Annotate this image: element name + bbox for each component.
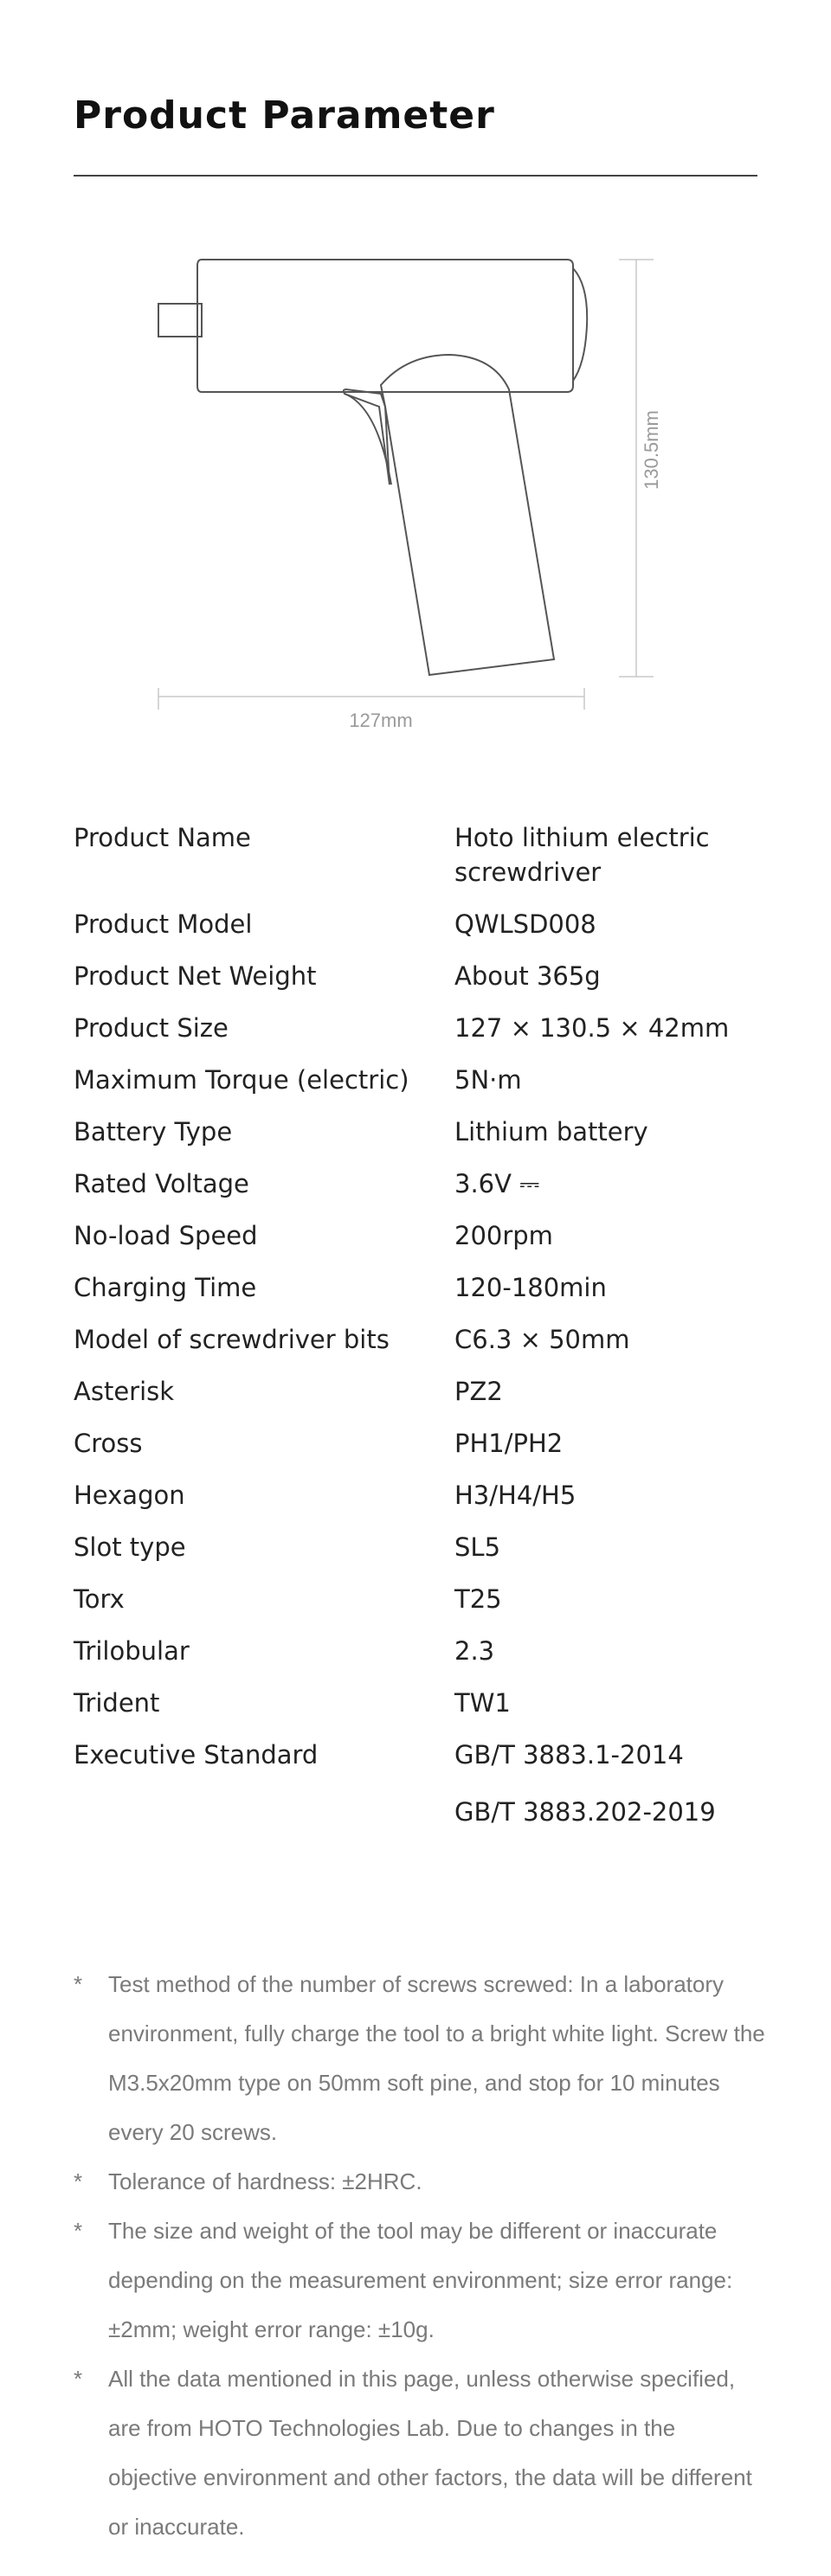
spec-row <box>74 1166 766 1201</box>
spec-label: Slot type <box>74 1532 186 1562</box>
spec-row <box>74 907 766 941</box>
spec-value-line: QWLSD008 <box>454 909 596 939</box>
spec-label: No-load Speed <box>74 1221 258 1250</box>
spec-value <box>454 1322 749 1357</box>
spec-value-line: PH1/PH2 <box>454 1429 564 1458</box>
spec-row <box>74 820 766 890</box>
spec-value-line: SL5 <box>454 1532 501 1562</box>
spec-label: Battery Type <box>74 1117 233 1147</box>
spec-label: Cross <box>74 1429 143 1458</box>
screwdriver-drawing <box>0 225 831 779</box>
height-label: 130.5mm <box>641 410 662 490</box>
spec-label: Model of screwdriver bits <box>74 1325 390 1354</box>
spec-row <box>74 1063 766 1097</box>
spec-value <box>454 1166 749 1201</box>
spec-label: Trilobular <box>74 1636 190 1666</box>
spec-value-line: TW1 <box>454 1688 511 1718</box>
spec-label: Charging Time <box>74 1273 257 1302</box>
spec-row <box>74 1426 766 1461</box>
spec-row <box>74 1374 766 1409</box>
spec-row <box>74 1530 766 1564</box>
spec-value <box>454 959 749 993</box>
footnote-text: Tolerance of hardness: ±2HRC. <box>108 2168 422 2194</box>
spec-row <box>74 1686 766 1720</box>
footnote-marker: * <box>74 2168 83 2194</box>
spec-value <box>454 1063 749 1097</box>
spec-label: Rated Voltage <box>74 1169 249 1198</box>
title-divider <box>74 175 757 177</box>
footnote-text: The size and weight of the tool may be different or inaccurate depending on the measurement environment; size error range: ±2mm; weight error range: ±10g. <box>108 2218 733 2342</box>
footnote-marker: * <box>74 2366 83 2392</box>
spec-row <box>74 1634 766 1668</box>
spec-value-line: 127 × 130.5 × 42mm <box>454 1013 730 1043</box>
spec-row <box>74 1738 766 1829</box>
footnotes <box>74 1960 766 2552</box>
footnote-marker: * <box>74 1971 83 1997</box>
spec-label: Product Name <box>74 823 251 852</box>
spec-value-line: Hoto lithium electric screwdriver <box>454 823 710 887</box>
spec-value-line: 2.3 <box>454 1636 495 1666</box>
spec-value <box>454 1478 749 1513</box>
footnote-text: All the data mentioned in this page, unless otherwise specified, are from HOTO Technologies Lab. Due to changes in the objective environment and other factors, the data will be different or inaccurate. <box>108 2366 752 2540</box>
spec-label: Product Model <box>74 909 253 939</box>
trigger <box>344 389 390 485</box>
spec-value <box>454 1530 749 1564</box>
spec-value-line: 3.6V ⎓ <box>454 1169 540 1198</box>
footnote-marker: * <box>74 2218 83 2244</box>
spec-label: Executive Standard <box>74 1740 319 1770</box>
spec-label: Product Net Weight <box>74 961 317 991</box>
rear-cap <box>573 268 587 381</box>
spec-row <box>74 1322 766 1357</box>
width-label: 127mm <box>349 710 413 731</box>
spec-value-line: 200rpm <box>454 1221 553 1250</box>
spec-label: Torx <box>74 1584 125 1614</box>
spec-row <box>74 1218 766 1253</box>
spec-value <box>454 1218 749 1253</box>
spec-value-line: 5N·m <box>454 1065 522 1095</box>
footnote-item <box>74 2354 766 2552</box>
spec-row <box>74 1270 766 1305</box>
spec-value-line: H3/H4/H5 <box>454 1481 577 1510</box>
spec-value-line: Lithium battery <box>454 1117 648 1147</box>
footnote-text: Test method of the number of screws screwed: In a laboratory environment, fully charge the tool to a bright white light. Screw the M3.5x20mm type on 50mm soft pine, and stop for 10 minutes every 20 screws. <box>108 1971 765 2145</box>
spec-value <box>454 1270 749 1305</box>
spec-label: Product Size <box>74 1013 229 1043</box>
barrel <box>197 260 573 392</box>
spec-value <box>454 1011 749 1045</box>
spec-value <box>454 1738 749 1829</box>
spec-row <box>74 1011 766 1045</box>
spec-value-line: GB/T 3883.1-2014 <box>454 1740 684 1770</box>
spec-value-line: PZ2 <box>454 1377 503 1406</box>
spec-value <box>454 820 749 890</box>
footnote-item <box>74 1960 766 2157</box>
footnote-item <box>74 2207 766 2354</box>
product-diagram <box>0 225 831 779</box>
spec-value <box>454 1426 749 1461</box>
spec-table <box>74 820 766 1847</box>
spec-label: Asterisk <box>74 1377 175 1406</box>
spec-label: Hexagon <box>74 1481 185 1510</box>
spec-value-line: GB/T 3883.202-2019 <box>454 1797 716 1827</box>
page-title: Product Parameter <box>74 93 495 138</box>
spec-value <box>454 1686 749 1720</box>
spec-row <box>74 1582 766 1616</box>
footnote-item <box>74 2157 766 2207</box>
spec-row <box>74 959 766 993</box>
spec-value-line: 120-180min <box>454 1273 607 1302</box>
spec-value <box>454 1115 749 1149</box>
spec-row <box>74 1478 766 1513</box>
bit-shaft <box>158 304 202 337</box>
spec-value-line: About 365g <box>454 961 601 991</box>
spec-label: Trident <box>74 1688 160 1718</box>
spec-value-line: T25 <box>454 1584 502 1614</box>
handle <box>381 355 554 675</box>
spec-value-line: C6.3 × 50mm <box>454 1325 630 1354</box>
spec-value <box>454 1582 749 1616</box>
spec-value <box>454 1634 749 1668</box>
spec-value <box>454 907 749 941</box>
spec-row <box>74 1115 766 1149</box>
spec-value <box>454 1374 749 1409</box>
spec-label: Maximum Torque (electric) <box>74 1065 409 1095</box>
